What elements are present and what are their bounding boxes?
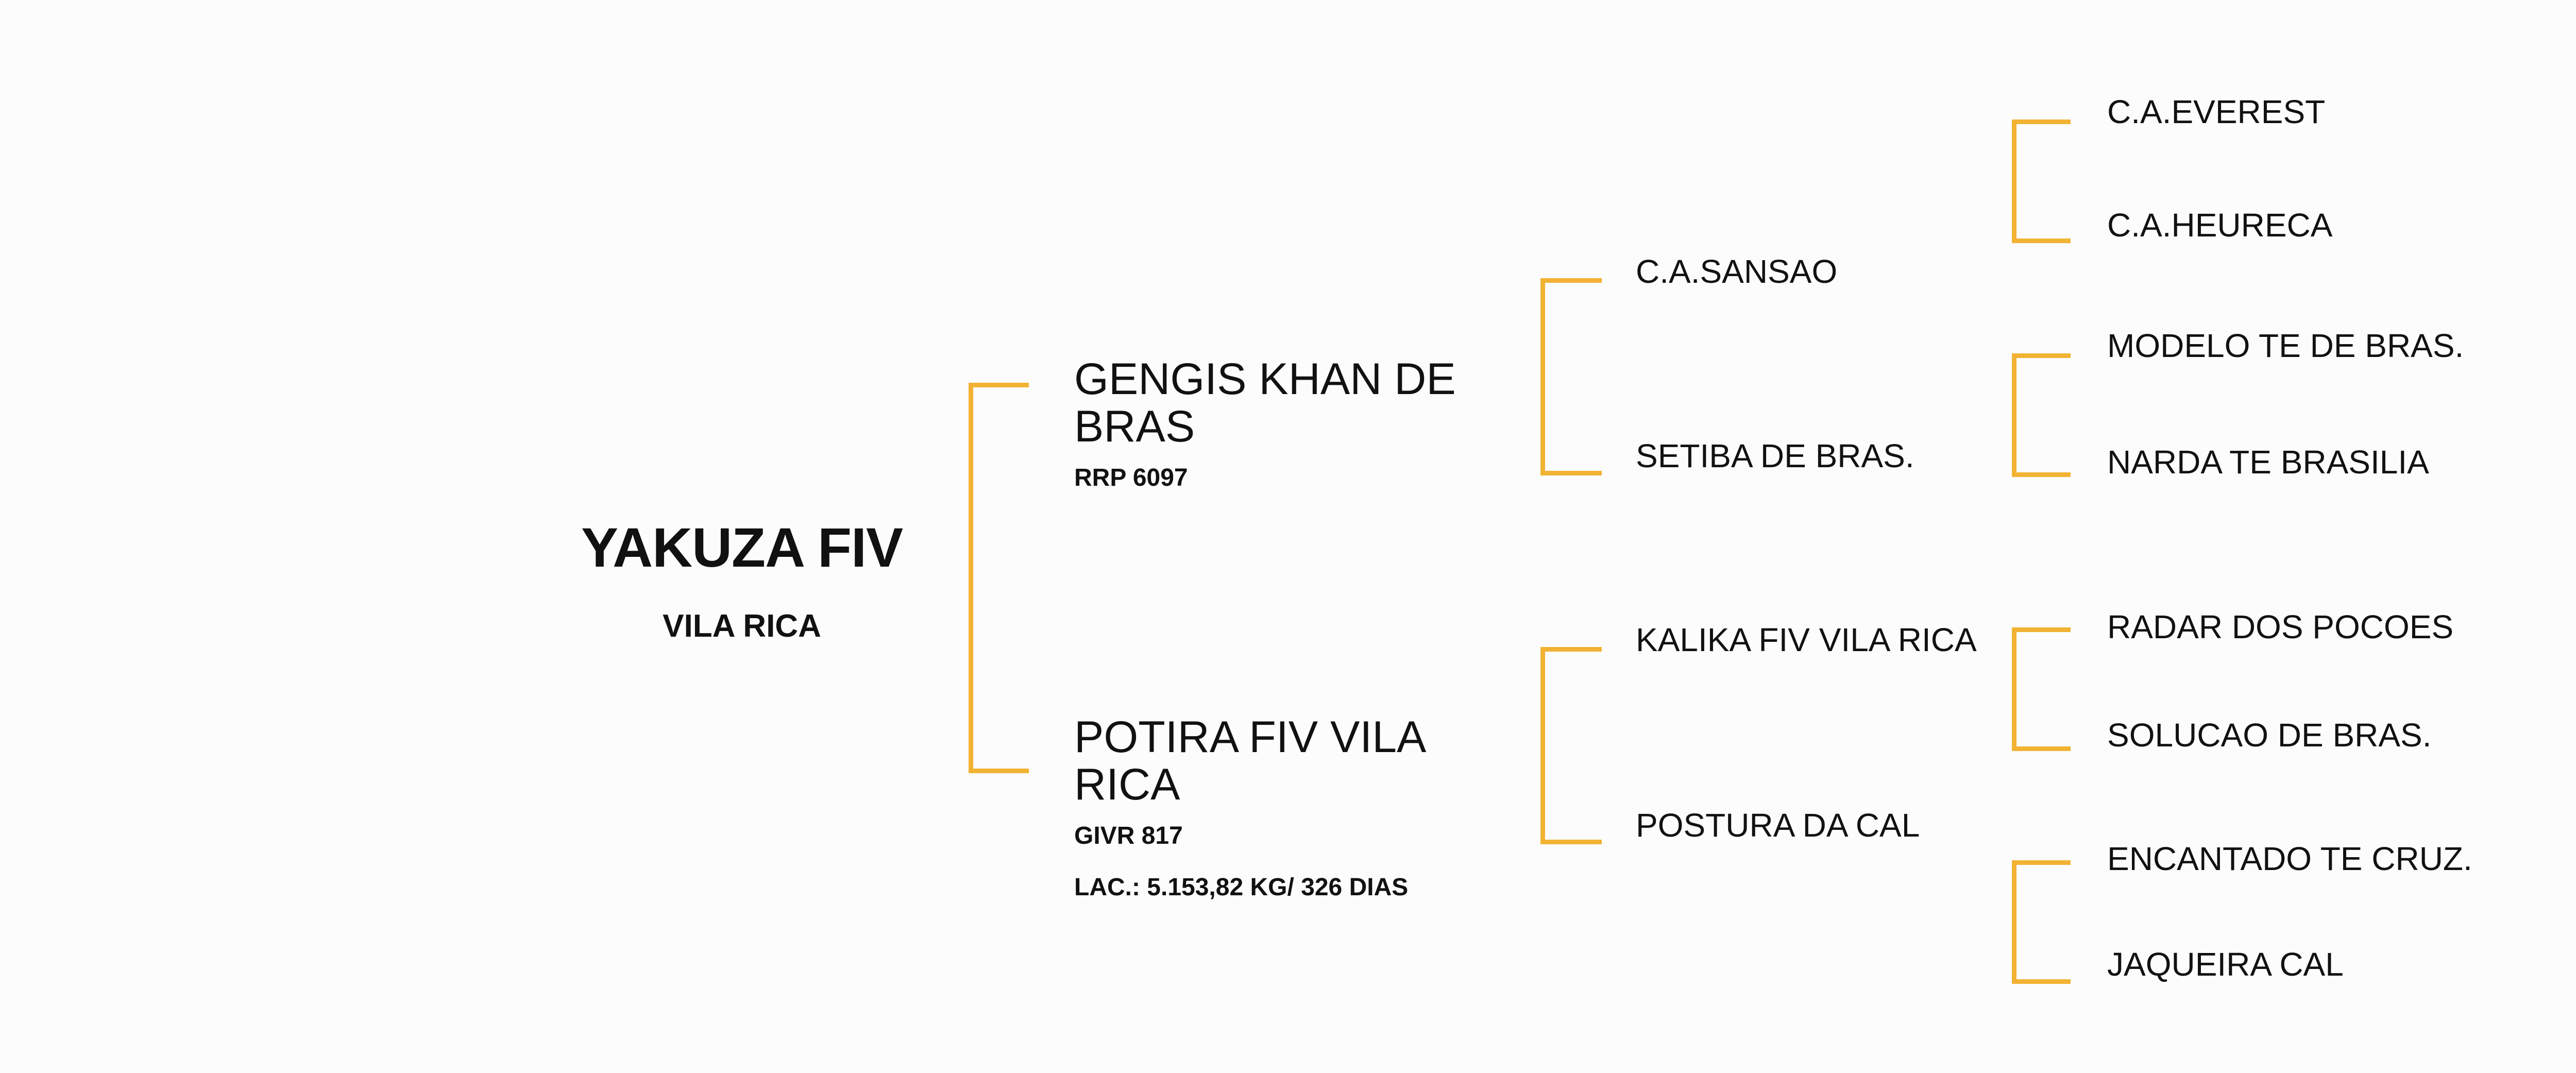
sire-name: GENGIS KHAN DE BRAS bbox=[1074, 354, 1456, 451]
gg-bracket-1 bbox=[2012, 120, 2071, 243]
dam-lactation: LAC.: 5.153,82 KG/ 326 DIAS bbox=[1074, 874, 1409, 901]
gg-bracket-4 bbox=[2012, 860, 2071, 984]
dam-registration: GIVR 817 bbox=[1074, 822, 1183, 849]
gg-ds-dam: SOLUCAO DE BRAS. bbox=[2107, 717, 2432, 754]
dam-parents-bracket bbox=[1540, 647, 1602, 844]
gg-ss-dam: C.A.HEURECA bbox=[2107, 207, 2333, 244]
gg-sd-dam: NARDA TE BRASILIA bbox=[2107, 444, 2429, 481]
gg-ds-sire: RADAR DOS POCOES bbox=[2107, 608, 2454, 645]
grandparent-dam-sire: KALIKA FIV VILA RICA bbox=[1636, 621, 1977, 658]
gg-bracket-2 bbox=[2012, 353, 2071, 477]
subject-name: YAKUZA FIV bbox=[581, 516, 903, 578]
gg-sd-sire: MODELO TE DE BRAS. bbox=[2107, 327, 2464, 364]
dam-name: POTIRA FIV VILA RICA bbox=[1074, 712, 1424, 809]
sire-registration: RRP 6097 bbox=[1074, 464, 1188, 491]
parents-bracket bbox=[969, 383, 1029, 773]
gg-dd-sire: ENCANTADO TE CRUZ. bbox=[2107, 840, 2472, 877]
subject-farm: VILA RICA bbox=[663, 608, 821, 644]
grandparent-dam-dam: POSTURA DA CAL bbox=[1636, 807, 1920, 844]
gg-ss-sire: C.A.EVEREST bbox=[2107, 93, 2326, 130]
gg-dd-dam: JAQUEIRA CAL bbox=[2107, 946, 2344, 983]
gg-bracket-3 bbox=[2012, 627, 2071, 751]
sire-parents-bracket bbox=[1540, 278, 1602, 475]
grandparent-sire-dam: SETIBA DE BRAS. bbox=[1636, 437, 1914, 474]
grandparent-sire-sire: C.A.SANSAO bbox=[1636, 253, 1838, 290]
